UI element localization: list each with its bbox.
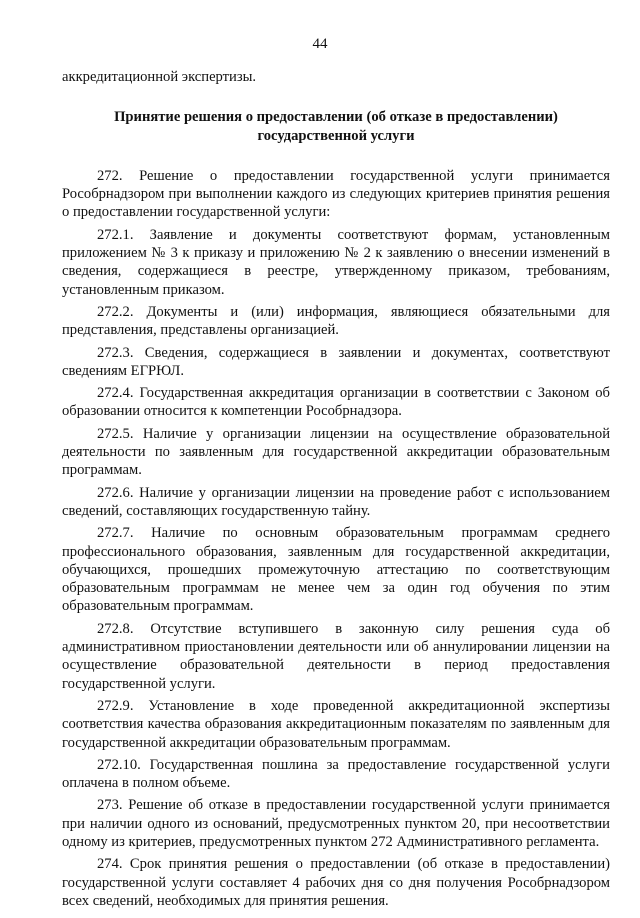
paragraph-272-8: 272.8. Отсутствие вступившего в законную силу решения суда об административном приостановлении деятельности или об аннулировании лицензии на осуществление образовательной деятельности в период предоставления государственной услуги. xyxy=(62,620,610,692)
paragraph-272-3: 272.3. Сведения, содержащиеся в заявлении и документах, соответствуют сведениям ЕГРЮЛ. xyxy=(62,344,610,379)
paragraph-274: 274. Срок принятия решения о предоставлении (об отказе в предоставлении) государственной услуги составляет 4 рабочих дня со дня получения Рособрнадзором всех сведений, необходимых для принятия решения. xyxy=(62,856,610,909)
document-body xyxy=(62,68,610,910)
section-heading xyxy=(72,108,600,145)
paragraph-272-7: 272.7. Наличие по основным образовательным программам среднего профессионального образования, заявленным для государственной аккредитации, обучающихся, прошедших промежуточную аттестацию по соответствующим образовательным программам не менее чем за один год обучения по этим образовательным программам. xyxy=(62,525,610,615)
page-number: 44 xyxy=(312,36,328,52)
paragraph-272-2: 272.2. Документы и (или) информация, являющиеся обязательными для представления, представлены организацией. xyxy=(62,303,610,339)
paragraph-272-5: 272.5. Наличие у организации лицензии на осуществление образовательной деятельности по заявленным для государственной аккредитации образовательным программам. xyxy=(62,425,610,479)
continuation-text: аккредитационной экспертизы. xyxy=(62,69,257,85)
section-heading-line-1: Принятие решения о предоставлении (об отказе в предоставлении) xyxy=(114,109,558,126)
paragraph-272-4: 272.4. Государственная аккредитация организации в соответствии с Законом об образовании относится к компетенции Рособрнадзора. xyxy=(62,385,610,420)
paragraph-272: 272. Решение о предоставлении государственной услуги принимается Рособрнадзором при выполнении каждого из следующих критериев принятия решения о предоставлении государственной услуги: xyxy=(62,167,610,221)
paragraph-272-6: 272.6. Наличие у организации лицензии на проведение работ с использованием сведений, составляющих государственную тайну. xyxy=(62,484,610,519)
section-heading-line-2: государственной услуги xyxy=(257,127,415,144)
paragraph-273: 273. Решение об отказе в предоставлении государственной услуги принимается при наличии одного из оснований, предусмотренных пунктом 20, при несоответствии одному из критериев, предусмотренных пунктом 272 Административного регламента. xyxy=(62,797,610,850)
paragraph-272-9: 272.9. Установление в ходе проведенной аккредитационной экспертизы соответствия качества образования аккредитационным показателям по заявленным для государственной аккредитации образовательным программам. xyxy=(62,697,610,751)
paragraph-272-1: 272.1. Заявление и документы соответствуют формам, установленным приложением № 3 к приказу и приложению № 2 к заявлению о внесении изменений в сведения, содержащиеся в реестре, утвержденному приказом, требованиям, установленным приказом. xyxy=(62,226,610,298)
paragraph-272-10: 272.10. Государственная пошлина за предоставление государственной услуги оплачена в полном объеме. xyxy=(62,756,610,792)
